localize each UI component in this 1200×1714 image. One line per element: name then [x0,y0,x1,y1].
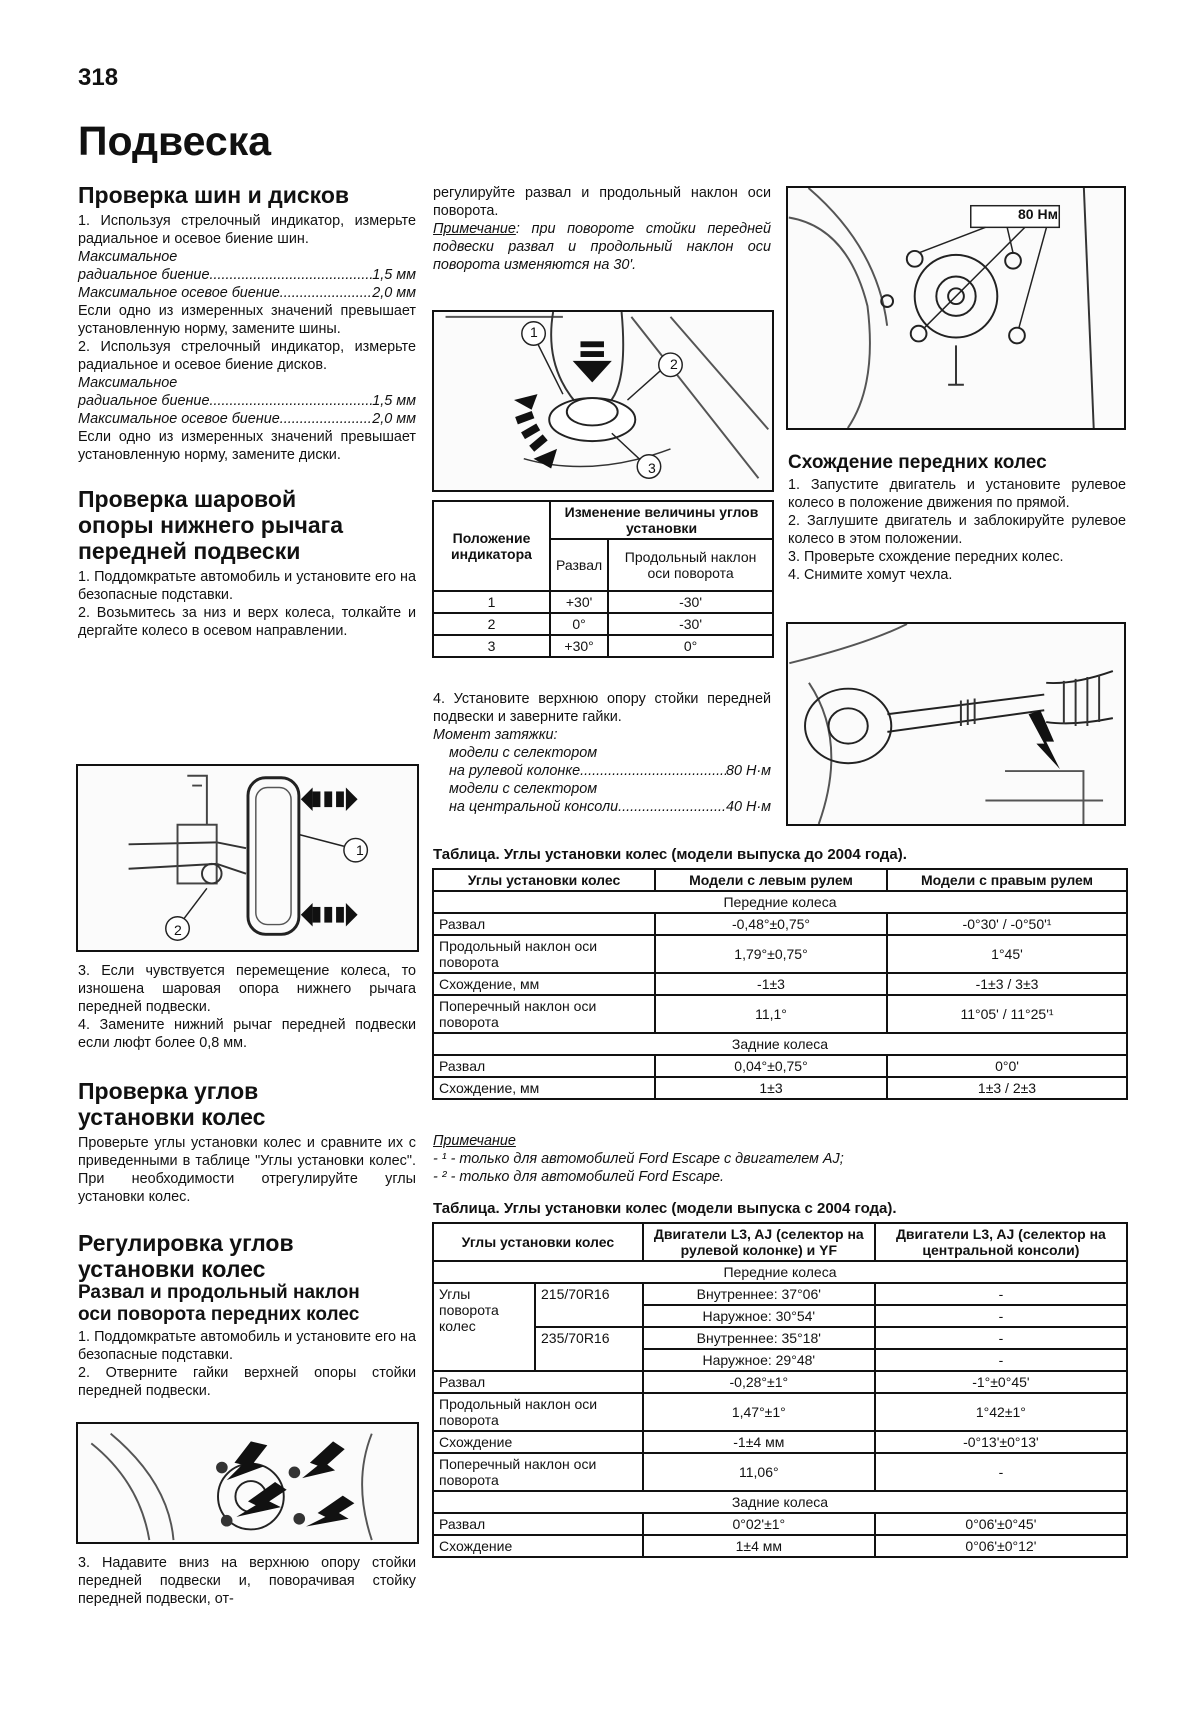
wheel-play-drawing [78,766,417,950]
cell-caster: -30' [608,591,773,613]
th-camber: Развал [550,539,608,591]
th-caster: Продольный наклон оси поворота [608,539,773,591]
axial-value: 2,0 мм [372,285,416,301]
tires-exceed1: Если одно из измеренных значений превышает установленную норму, замените шины. [78,303,416,337]
toe-step1: 1. Запустите двигатель и установите рулевое колесо в положение движения по прямой. [788,477,1126,511]
t1-header-lhd: Модели с левым рулем [655,869,887,891]
page-number: 318 [78,64,119,91]
callout-1-label: 1 [356,842,364,858]
tires-step2: 2. Используя стрелочный индикатор, измерьте радиальное и осевое биение дисков. [78,339,416,373]
cell-caster: -30' [608,613,773,635]
t1-header-rhd: Модели с правым рулем [887,869,1127,891]
t2-header-column: Двигатели L3, AJ (селектор на рулевой колонке) и YF [643,1223,875,1261]
fig2-callout-3: 3 [648,460,656,476]
cell: Продольный наклон оси поворота [433,935,655,973]
table-row [433,1513,1127,1535]
angles-check-text: Проверьте углы установки колес и сравните их с приведенными в таблице "Углы установки колес". При необходимости отрегулируйте углы установки колес. [78,1135,416,1205]
axial-label-2: Максимальное осевое биение [78,411,280,427]
cell: -0,48°±0,75° [655,913,887,935]
axial-value-2: 2,0 мм [372,411,416,427]
cell: 1±3 / 2±3 [887,1077,1127,1099]
arrow-top-icon [301,788,358,811]
cell: Внутреннее: 37°06' [643,1283,875,1305]
cell: 1±4 мм [643,1535,875,1557]
t1-header-angles: Углы установки колес [433,869,655,891]
cell: Наружное: 30°54' [643,1305,875,1327]
cell: -0°30' / -0°50'¹ [887,913,1127,935]
cell: -1±4 мм [643,1431,875,1453]
ball-step2: 2. Возьмитесь за низ и верх колеса, толкайте и дергайте колесо в осевом направлении. [78,605,416,639]
cell: 0°02'±1° [643,1513,875,1535]
table-row [433,591,773,613]
table-row [433,1431,1127,1453]
cell: Развал [433,913,655,935]
torque-figure-drawing [788,188,1124,428]
cell: Схождение [433,1535,643,1557]
arrow-icon [227,1441,268,1480]
fig2-callout-2: 2 [670,356,678,372]
cell: -0°13'±0°13' [875,1431,1127,1453]
cell: Поперечный наклон оси поворота [433,1453,643,1491]
axial-runout-spec-2 [78,410,416,428]
t2-tire2: 235/70R16 [535,1327,643,1371]
cell: Внутреннее: 35°18' [643,1327,875,1349]
torque-spec-1 [433,762,771,780]
ball-heading-2: опоры нижнего рычага [78,512,344,538]
down-arrow-icon [573,341,612,382]
axial-label: Максимальное осевое биение [78,285,280,301]
cell: 1,79°±0,75° [655,935,887,973]
torque-line1: модели с селектором [449,745,598,761]
torque-line3: модели с селектором [449,781,598,797]
tires-exceed2: Если одно из измеренных значений превышает установленную норму, замените диски. [78,429,416,463]
page-title: Подвеска [78,118,272,164]
spec-label-2: Максимальное [78,375,178,391]
toe-step2: 2. Заглушите двигатель и заблокируйте рулевое колесо в этом положении. [788,513,1126,547]
t2-rear-section: Задние колеса [433,1491,1127,1513]
cell-camber: +30° [550,635,608,657]
cell: Поперечный наклон оси поворота [433,995,655,1033]
angles-table-pre2004 [432,868,1128,1100]
cell: Развал [433,1513,643,1535]
angles-check-heading-1: Проверка углов [78,1078,259,1104]
toe-step3: 3. Проверьте схождение передних колес. [788,549,1064,565]
t2-tire1: 215/70R16 [535,1283,643,1327]
table-row [433,1393,1127,1431]
cell: 0,04°±0,75° [655,1055,887,1077]
spec-label: Максимальное [78,249,178,265]
cell: 1°42±1° [875,1393,1127,1431]
cell: 11,06° [643,1453,875,1491]
cell: Схождение [433,1431,643,1453]
strut-nuts-drawing [78,1424,417,1542]
adjust-sub-2: оси поворота передних колес [78,1304,360,1325]
table-row [433,995,1127,1033]
table1-notes [433,1132,1033,1186]
table-row [433,613,773,635]
axial-runout-spec [78,284,416,302]
table-row [433,913,1127,935]
cell-camber: +30' [550,591,608,613]
cell: - [875,1453,1127,1491]
table-row [433,1535,1127,1557]
cell: 1,47°±1° [643,1393,875,1431]
table-row [433,635,773,657]
cell: 1°45' [887,935,1127,973]
tires-heading: Проверка шин и дисков [78,182,350,208]
cell: -0,28°±1° [643,1371,875,1393]
arrow-icon [1029,710,1060,769]
note-text: : при повороте стойки передней подвески развал и продольный наклон оси поворота изменяются на 30'. [433,221,771,273]
adjust-sub-1: Развал и продольный наклон [78,1282,360,1303]
cell: - [875,1305,1127,1327]
cell: - [875,1349,1127,1371]
adjust-heading-1: Регулировка углов [78,1230,294,1256]
cell-pos: 2 [433,613,550,635]
t2-steer-label: Углы поворота колес [433,1283,535,1371]
figure-tie-rod [786,622,1126,826]
cell: 0°06'±0°45' [875,1513,1127,1535]
cell: 0°0' [887,1055,1127,1077]
t2-header-angles: Углы установки колес [433,1223,643,1261]
table1-caption: Таблица. Углы установки колес (модели выпуска до 2004 года). [433,846,907,863]
table-row [433,1055,1127,1077]
table-row [433,973,1127,995]
column-middle [433,184,771,274]
column-left-bottom [78,1554,416,1608]
t1-note-label: Примечание [433,1133,516,1149]
toe-step4: 4. Снимите хомут чехла. [788,567,953,583]
note-label: Примечание [433,221,516,237]
column-left [78,182,416,640]
cell: Наружное: 29°48' [643,1349,875,1371]
torque-spec-2 [433,798,771,816]
ball-step1: 1. Поддомкратьте автомобиль и установите его на безопасные подставки. [78,569,416,603]
table-row [433,1077,1127,1099]
t1-rear-section: Задние колеса [433,1033,1127,1055]
cell: Схождение, мм [433,1077,655,1099]
angles-check-heading-2: установки колес [78,1104,266,1130]
ball-step3: 3. Если чувствуется перемещение колеса, то изношена шаровая опора нижнего рычага передней подвески. [78,963,416,1015]
radial-runout-spec-2 [78,392,416,410]
cell: 1±3 [655,1077,887,1099]
angles-table-2004 [432,1222,1128,1558]
cell: 0°06'±0°12' [875,1535,1127,1557]
table2-caption: Таблица. Углы установки колес (модели выпуска с 2004 года). [433,1200,897,1217]
column-middle-lower [433,690,771,816]
ball-heading-3: передней подвески [78,538,301,564]
cell-pos: 3 [433,635,550,657]
adjust-step3: 3. Надавите вниз на верхнюю опору стойки передней подвески и, поворачивая стойку передней подвески, от- [78,1555,416,1607]
t1-note1: - ¹ - только для автомобилей Ford Escape с двигателем AJ; [433,1151,844,1167]
table-row [433,1371,1127,1393]
ball-heading-1: Проверка шаровой [78,486,297,512]
fig2-callout-1: 1 [530,324,538,340]
arrow-bottom-icon [301,903,358,926]
cell: 11°05' / 11°25'¹ [887,995,1127,1033]
figure-wheel-play [76,764,419,952]
torque-label: Момент затяжки: [433,727,558,743]
indicator-table [432,500,774,658]
cell: Схождение, мм [433,973,655,995]
radial-label: радиальное биение [78,267,210,283]
radial-value: 1,5 мм [372,267,416,283]
torque-line2: на рулевой колонке [449,763,581,779]
radial-label-2: радиальное биение [78,393,210,409]
cell: Развал [433,1371,643,1393]
table-row [433,1453,1127,1491]
ball-step4: 4. Замените нижний рычаг передней подвески если люфт более 0,8 мм. [78,1017,416,1051]
figure-strut-nuts [76,1422,419,1544]
th-change: Изменение величины углов установки [550,501,773,539]
column-left-lower [78,962,416,1400]
torque-callout: 80 Нм [1018,206,1058,222]
t2-front-section: Передние колеса [433,1261,1127,1283]
t1-note2: - ² - только для автомобилей Ford Escape. [433,1169,724,1185]
cell: -1±3 [655,973,887,995]
cell: Развал [433,1055,655,1077]
torque-value-1: 80 Н·м [725,763,771,779]
col2-cont: регулируйте развал и продольный наклон оси поворота. [433,185,771,219]
figure-80nm [786,186,1126,430]
cell-caster: 0° [608,635,773,657]
rotate-arrow-icon [514,394,557,468]
t2-header-console: Двигатели L3, AJ (селектор на центральной консоли) [875,1223,1127,1261]
cell: Продольный наклон оси поворота [433,1393,643,1431]
cell: - [875,1327,1127,1349]
arrow-icon [306,1496,354,1527]
strut-rotation-drawing [434,312,772,490]
th-position: Положение индикатора [433,501,550,591]
torque-line4: на центральной консоли [449,799,619,815]
tires-step1: 1. Используя стрелочный индикатор, измерьте радиальное и осевое биение шин. [78,213,416,247]
column-right [788,452,1126,584]
radial-runout-spec [78,266,416,284]
cell-camber: 0° [550,613,608,635]
cell: -1±3 / 3±3 [887,973,1127,995]
cell: 11,1° [655,995,887,1033]
cell: - [875,1283,1127,1305]
tie-rod-drawing [788,624,1124,824]
toe-heading: Схождение передних колес [788,452,1047,473]
torque-value-2: 40 Н·м [725,799,771,815]
adjust-step1: 1. Поддомкратьте автомобиль и установите его на безопасные подставки. [78,1329,416,1363]
col2-step4: 4. Установите верхнюю опору стойки передней подвески и заверните гайки. [433,691,771,725]
radial-value-2: 1,5 мм [372,393,416,409]
table-row [433,1283,1127,1305]
cell-pos: 1 [433,591,550,613]
adjust-heading-2: установки колес [78,1256,266,1282]
adjust-step2: 2. Отверните гайки верхней опоры стойки передней подвески. [78,1365,416,1399]
figure-strut-rotation [432,310,774,492]
col2-note [433,220,771,274]
callout-2-label: 2 [174,922,182,938]
cell: -1°±0°45' [875,1371,1127,1393]
t1-front-section: Передние колеса [433,891,1127,913]
table-row [433,935,1127,973]
arrow-icon [302,1441,345,1478]
table-row [433,1327,1127,1349]
